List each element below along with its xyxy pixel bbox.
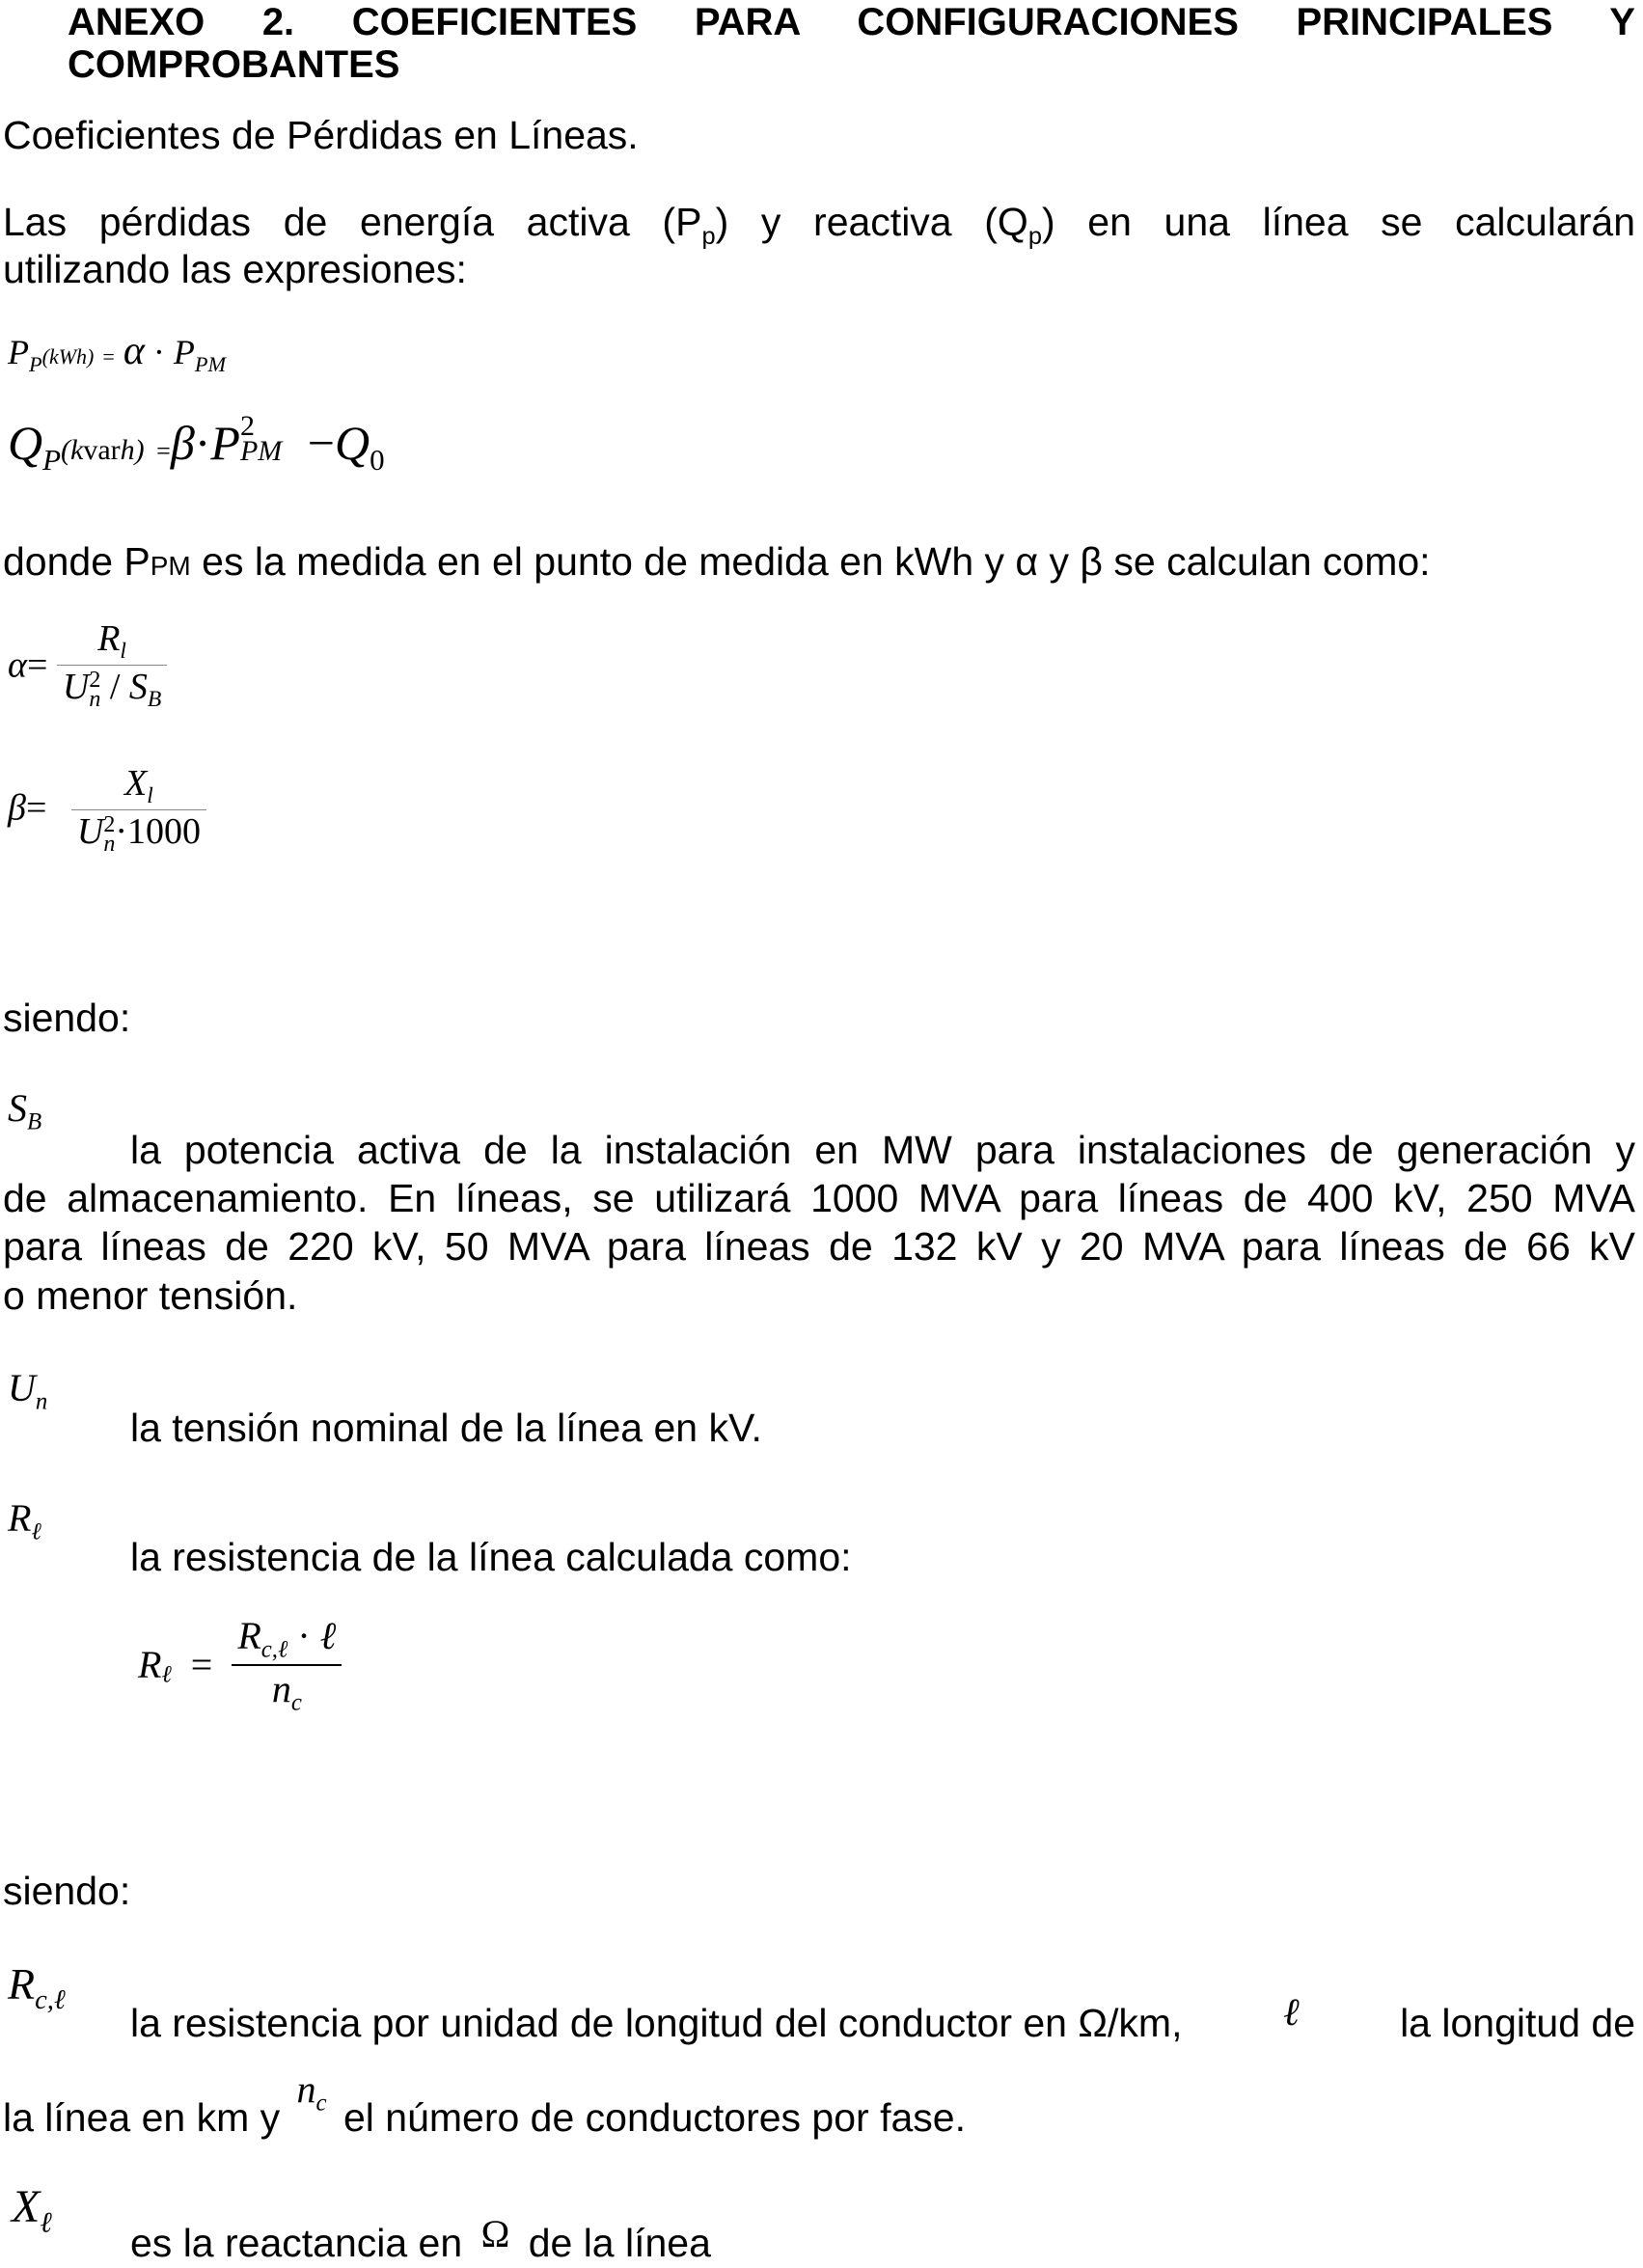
symbol-sb [8, 1085, 41, 1136]
heading-word: CONFIGURACIONES [857, 1, 1239, 43]
math-symbol: S [128, 667, 148, 708]
heading-word: Y [1609, 1, 1635, 43]
math-operator: · [194, 416, 211, 470]
math-symbol: R [8, 1496, 32, 1540]
math-symbol: ℓ [1282, 1990, 1300, 2034]
donde-text: donde P [3, 539, 151, 584]
def-text: la longitud de [1400, 2001, 1635, 2045]
def-text: la línea en km y [3, 2095, 281, 2140]
def-sb-line4: o menor tensión. [3, 1273, 298, 1318]
math-symbol: U [76, 811, 104, 853]
math-symbol: n [271, 1666, 291, 1710]
symbol-xl [12, 2180, 52, 2239]
def-rl-text: la resistencia de la línea calculada como: [130, 1535, 852, 1579]
math-sub: P [29, 351, 42, 376]
math-symbol: Q [8, 416, 43, 470]
math-sub: c,ℓ [260, 1636, 288, 1663]
math-operator: / [109, 667, 121, 708]
heading-word: PARA [694, 1, 800, 43]
math-number: ·1000 [115, 811, 201, 853]
def-sb-line3 [3, 1222, 1635, 1271]
def-sb-line2 [3, 1174, 1635, 1222]
math-sub: PM [194, 351, 227, 376]
math-symbol: β [8, 787, 26, 829]
math-operator: = [102, 344, 115, 369]
math-sub: P [42, 442, 62, 477]
math-symbol: P [8, 333, 29, 371]
math-operator: · [297, 1614, 311, 1657]
def-text: es la reactancia en [130, 2221, 463, 2265]
math-symbol: R [237, 1614, 261, 1657]
annex-heading-line1 [68, 0, 1635, 44]
def-text: de la línea [528, 2221, 711, 2265]
def-xl-line [130, 2212, 711, 2268]
math-operator: = [156, 437, 171, 465]
alpha-fraction [57, 617, 167, 713]
annex-heading-line2: COMPROBANTES [68, 43, 400, 86]
math-operator: = [190, 1643, 213, 1687]
math-symbol: U [8, 1366, 36, 1409]
symbol-rcl [8, 1958, 66, 2016]
math-sup: 2 [239, 410, 255, 442]
intro-text: ) en una línea se calcularán [1041, 200, 1635, 244]
heading-word: ANEXO [68, 1, 205, 43]
math-sub: 0 [370, 442, 385, 477]
def-text: la potencia activa de la instalación en MW para instalaciones de generación y [130, 1128, 1635, 1172]
formula-alpha [8, 617, 167, 713]
def-rcl-line2 [3, 2067, 966, 2157]
intro-sub: p [701, 222, 716, 250]
symbol-un [8, 1365, 47, 1416]
intro-paragraph-line2: utilizando las expresiones: [3, 247, 467, 291]
math-sub: ℓ [161, 1661, 172, 1688]
intro-text: ) y reactiva (Q [715, 200, 1028, 244]
intro-sub: p [1027, 222, 1042, 250]
siendo-label-1: siendo: [3, 996, 131, 1040]
math-operator: = [26, 644, 48, 686]
math-symbol: X [12, 2181, 41, 2232]
beta-fraction [71, 762, 206, 857]
math-operator: · [152, 333, 165, 371]
formula-rl [138, 1613, 342, 1716]
math-sup: 2 [103, 812, 116, 838]
math-symbol: R [138, 1643, 162, 1687]
math-sub: l [120, 639, 126, 665]
donde-text: es la medida en el punto de medida en kWh y α y β se calculan como: [190, 539, 1431, 584]
math-symbol: R [97, 618, 121, 659]
math-symbol: S [8, 1086, 27, 1130]
math-symbol: Ω [480, 2212, 510, 2255]
math-symbol: R [8, 1959, 36, 2008]
math-symbol: α [123, 329, 145, 373]
heading-word: 2. [261, 1, 295, 43]
math-sub: c [290, 1689, 302, 1716]
math-sub: PM [239, 435, 283, 467]
section-title: Coeficientes de Pérdidas en Líneas. [3, 113, 639, 157]
formula-beta [8, 762, 206, 857]
math-sup: 2 [89, 668, 101, 694]
def-text: de almacenamiento. En líneas, se utilizará 1000 MVA para líneas de 400 kV, 250 MVA [3, 1176, 1635, 1220]
math-sub: n [89, 686, 101, 712]
rl-fraction [232, 1613, 342, 1716]
heading-word: PRINCIPALES [1296, 1, 1553, 43]
math-operator: = [25, 787, 47, 829]
def-text: el número de conductores por fase. [342, 2095, 966, 2140]
math-sub: ℓ [31, 1518, 41, 1545]
donde-sub: PM [150, 551, 191, 581]
math-symbol: Q [334, 416, 370, 470]
math-sub: c [315, 2090, 327, 2117]
math-unit: (kWh) [41, 344, 95, 369]
math-symbol: n [296, 2067, 316, 2111]
def-sb-line1 [130, 1126, 1635, 1174]
math-symbol: α [8, 644, 27, 686]
symbol-rl [8, 1495, 41, 1546]
math-sub: B [27, 1108, 42, 1135]
def-text: la resistencia por unidad de longitud del conductor en Ω/km, [130, 2001, 1183, 2045]
formula-active-losses [8, 328, 226, 377]
math-unit: var [83, 434, 121, 466]
math-symbol: U [62, 667, 90, 708]
math-symbol: β [170, 416, 195, 470]
intro-text: Las pérdidas de energía activa (P [3, 200, 702, 244]
math-sub: n [35, 1388, 48, 1415]
math-symbol: P [173, 333, 195, 371]
math-unit: (k [61, 434, 84, 466]
math-sub: l [147, 783, 153, 809]
def-un-text: la tensión nominal de la línea en kV. [130, 1406, 762, 1450]
math-symbol: ℓ [319, 1614, 337, 1657]
math-sub: ℓ [40, 2206, 52, 2239]
def-text: para líneas de 220 kV, 50 MVA para líneas de 132 kV y 20 MVA para líneas de 66 kV [3, 1224, 1635, 1269]
math-symbol: P [210, 416, 240, 470]
math-sub: c,ℓ [35, 1984, 66, 2015]
heading-word: COEFICIENTES [351, 1, 638, 43]
math-symbol: X [124, 763, 148, 804]
math-sub: n [103, 831, 116, 857]
donde-line [3, 537, 1431, 590]
def-rcl-line1 [130, 1990, 1635, 2048]
math-operator: − [307, 416, 335, 470]
formula-reactive-losses [8, 410, 385, 478]
siendo-label-2: siendo: [3, 1869, 131, 1913]
math-sub: B [147, 687, 162, 713]
math-unit: h) [120, 434, 145, 466]
